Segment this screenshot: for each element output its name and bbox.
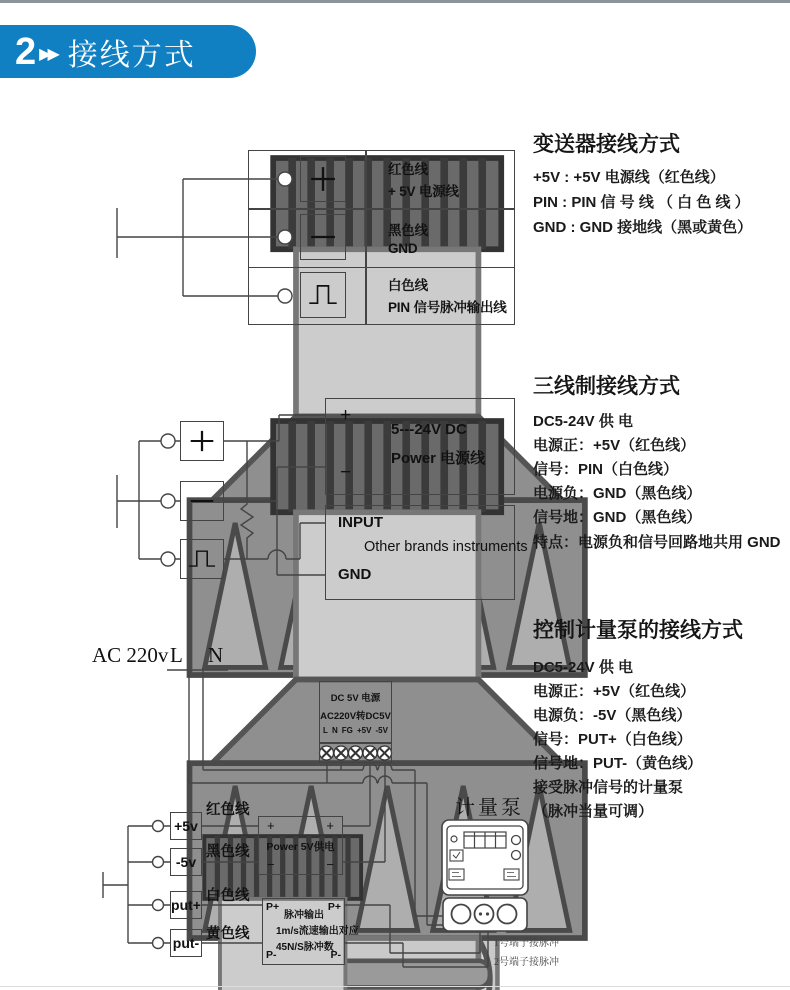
- section-number-banner: [0, 25, 256, 78]
- psu-terminal-strip: [319, 743, 392, 763]
- wire-color-label: 红色线: [388, 162, 428, 177]
- wire-function-label: PIN 信号脉冲输出线: [388, 300, 507, 315]
- plus-icon: [302, 158, 344, 200]
- section2-note: 特点：电源负和信号回路地共用 GND: [533, 534, 781, 551]
- p-minus-label: P-: [330, 949, 341, 961]
- plus-terminal-symbol: [300, 156, 346, 202]
- wire-color-label-white: 白色线: [206, 888, 250, 904]
- section3-note: DC5-24V 供 电: [533, 659, 634, 676]
- bottom-rule: [0, 986, 790, 987]
- minus-terminal-label: −: [326, 857, 334, 872]
- pulse-terminal-symbol: [300, 272, 346, 318]
- plus-terminal-label: +: [326, 818, 334, 833]
- wire-color-label-black: 黑色线: [206, 844, 250, 860]
- double-arrow-icon: ▶▶: [39, 45, 56, 63]
- dc-power-box: [325, 398, 515, 495]
- section3-note: （脉冲当量可调）: [533, 803, 654, 820]
- psu-terminal--5V: -5V: [375, 726, 388, 735]
- p-plus-label: P+: [266, 901, 280, 913]
- pump-title: 计量泵: [455, 797, 524, 819]
- plus-terminal-label: +: [340, 405, 352, 426]
- pulse-count-label: 45N/S脉冲数: [276, 942, 334, 953]
- section1-note: PIN : PIN 信 号 线 （ 白 色 线 ）: [533, 194, 750, 211]
- section1-note: GND : GND 接地线（黑或黄色）: [533, 219, 753, 236]
- pump-connector-1: [452, 905, 471, 924]
- banner-number: 2: [15, 30, 37, 73]
- minus-terminal-label: −: [267, 857, 275, 872]
- psu-terminal-+5V: +5V: [356, 726, 372, 735]
- terminal-plus5v: +5v: [170, 812, 202, 840]
- wire-color-label-yellow: 黄色线: [206, 926, 250, 942]
- table-row-line-2: [248, 267, 515, 269]
- table-row: [388, 269, 507, 321]
- plus-icon: [182, 423, 222, 459]
- psu-terminal-labels: [320, 726, 391, 735]
- power-5v-label: Power 5V供电: [266, 841, 335, 853]
- minus-icon: [182, 483, 222, 519]
- pulse-icon: [302, 274, 344, 316]
- ac-supply-label: AC 220v: [92, 643, 169, 667]
- section2-note: 信号地：GND（黑色线）: [533, 509, 702, 526]
- wire-color-label: 黑色线: [388, 222, 428, 238]
- section3-note: 信号地：PUT-（黄色线）: [533, 755, 703, 772]
- plus-terminal-label: +: [267, 818, 275, 833]
- section3-terminal-rings: [153, 821, 164, 949]
- p-plus-label: P+: [327, 901, 341, 913]
- wire-color-label: 白色线: [388, 278, 428, 293]
- psu-terminal-L: L: [323, 726, 328, 735]
- plus-terminal-symbol: [180, 421, 224, 461]
- section1-note: +5V : +5V 电源线（红色线）: [533, 169, 725, 186]
- table-row: [388, 153, 459, 205]
- section3-note: 接受脉冲信号的计量泵: [533, 779, 684, 796]
- terminal-put-plus: put+: [170, 891, 202, 919]
- pulse-out-label: 脉冲输出: [284, 910, 324, 921]
- section2-terminal-rings: [161, 434, 175, 566]
- p-minus-label: P-: [266, 949, 277, 961]
- section1-title: 变送器接线方式: [533, 133, 680, 156]
- line-L-label: L: [170, 643, 183, 667]
- pulse-terminal-symbol: [180, 539, 224, 579]
- power-5v-box: [258, 816, 343, 875]
- minus-icon: [302, 216, 344, 258]
- gnd-terminal-label: GND: [338, 566, 372, 583]
- section2-note: 电源正：+5V（红色线）: [533, 437, 696, 454]
- table-row-line-1: [248, 208, 515, 210]
- psu-desc-label: AC220V转DC5V: [320, 711, 391, 722]
- pump-connector-2: [475, 905, 494, 924]
- psu-terminal-FG: FG: [341, 726, 353, 735]
- pulse-icon: [182, 541, 222, 577]
- terminal-minus5v: -5v: [170, 848, 202, 876]
- instrument-desc-label: Other brands instruments: [364, 539, 528, 555]
- section3-note: 电源负：-5V（黑色线）: [533, 707, 692, 724]
- section2-note: 信号：PIN（白色线）: [533, 461, 679, 478]
- minus-terminal-symbol: [180, 481, 224, 521]
- section2-title: 三线制接线方式: [533, 375, 680, 398]
- wire-function-label: GND: [388, 240, 418, 256]
- section3-title: 控制计量泵的接线方式: [533, 619, 743, 642]
- metering-pump-graphic: [442, 820, 528, 931]
- pump-terminal-note-2: 2号端子接脉冲: [494, 957, 559, 968]
- terminal-put-minus: put-: [170, 929, 202, 957]
- wire-function-label: + 5V 电源线: [388, 184, 459, 199]
- input-terminal-label: INPUT: [338, 514, 383, 531]
- top-rule: [0, 0, 790, 3]
- table-divider: [365, 150, 367, 325]
- psu-module-box: [319, 681, 392, 743]
- psu-terminal-N: N: [331, 726, 338, 735]
- pulse-output-box: [262, 898, 359, 965]
- wire-color-label-red: 红色线: [206, 802, 250, 818]
- instrument-input-box: [325, 505, 528, 600]
- banner-title: 接线方式: [67, 39, 196, 72]
- psu-name-label: DC 5V 电源: [330, 693, 381, 704]
- power-wire-label: Power 电源线: [391, 450, 486, 467]
- table-row: [388, 211, 428, 263]
- pump-connector-3: [498, 905, 517, 924]
- section3-note: 电源正：+5V（红色线）: [533, 683, 696, 700]
- pump-terminal-note-1: 1号端子接脉冲: [494, 938, 559, 949]
- section3-note: 信号：PUT+（白色线）: [533, 731, 692, 748]
- power-spec-label: 5---24V DC: [391, 421, 467, 438]
- minus-terminal-label: −: [340, 462, 352, 483]
- section2-note: 电源负：GND（黑色线）: [533, 485, 702, 502]
- flow-rate-label: 1m/s流速输出对应: [276, 926, 359, 937]
- minus-terminal-symbol: [300, 214, 346, 260]
- section2-note: DC5-24V 供 电: [533, 413, 634, 430]
- line-N-label: N: [208, 643, 224, 667]
